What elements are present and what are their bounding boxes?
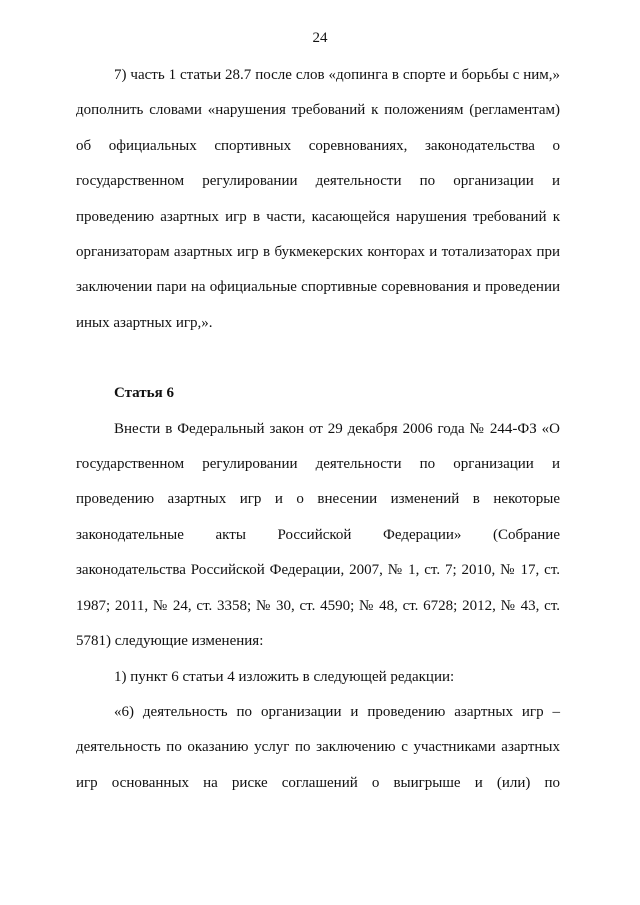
document-body [76, 58, 560, 801]
paragraph-article-6-intro: Внести в Федеральный закон от 29 декабря 2006 года № 244-ФЗ «О государственном регулировании деятельности по организации и проведению азартных игр и о внесении изменений в некоторые законодательные акты Российской Федерации» (Собрание законодательства Российской Федерации, 2007, № 1, ст. 7; 2010, № 17, ст. 1987; 2011, № 24, ст. 3358; № 30, ст. 4590; № 48, ст. 6728; 2012, № 43, ст. 5781) следующие изменения: [76, 420, 560, 650]
paragraph-item-6-definition: «6) деятельность по организации и проведению азартных игр – деятельность по оказанию услуг по заключению с участниками азартных игр основанных на риске соглашений о выигрыше и (или) по [76, 703, 560, 791]
paragraph-item-1: 1) пункт 6 статьи 4 изложить в следующей редакции: [114, 668, 455, 685]
paragraph-part-1-article-28-7: 7) часть 1 статьи 28.7 после слов «допинга в спорте и борьбы с ним,» дополнить словами «нарушения требований к положениям (регламентам) об официальных спортивных соревнованиях, законодательства о государственном регулировании деятельности по организации и проведению азартных игр в части, касающейся нарушения требований к организаторам азартных игр в букмекерских конторах и тотализаторах при заключении пари на официальные спортивные соревнования и проведении иных азартных игр,». [76, 67, 560, 331]
page-number: 24 [312, 30, 328, 46]
article-heading: Статья 6 [114, 385, 174, 402]
